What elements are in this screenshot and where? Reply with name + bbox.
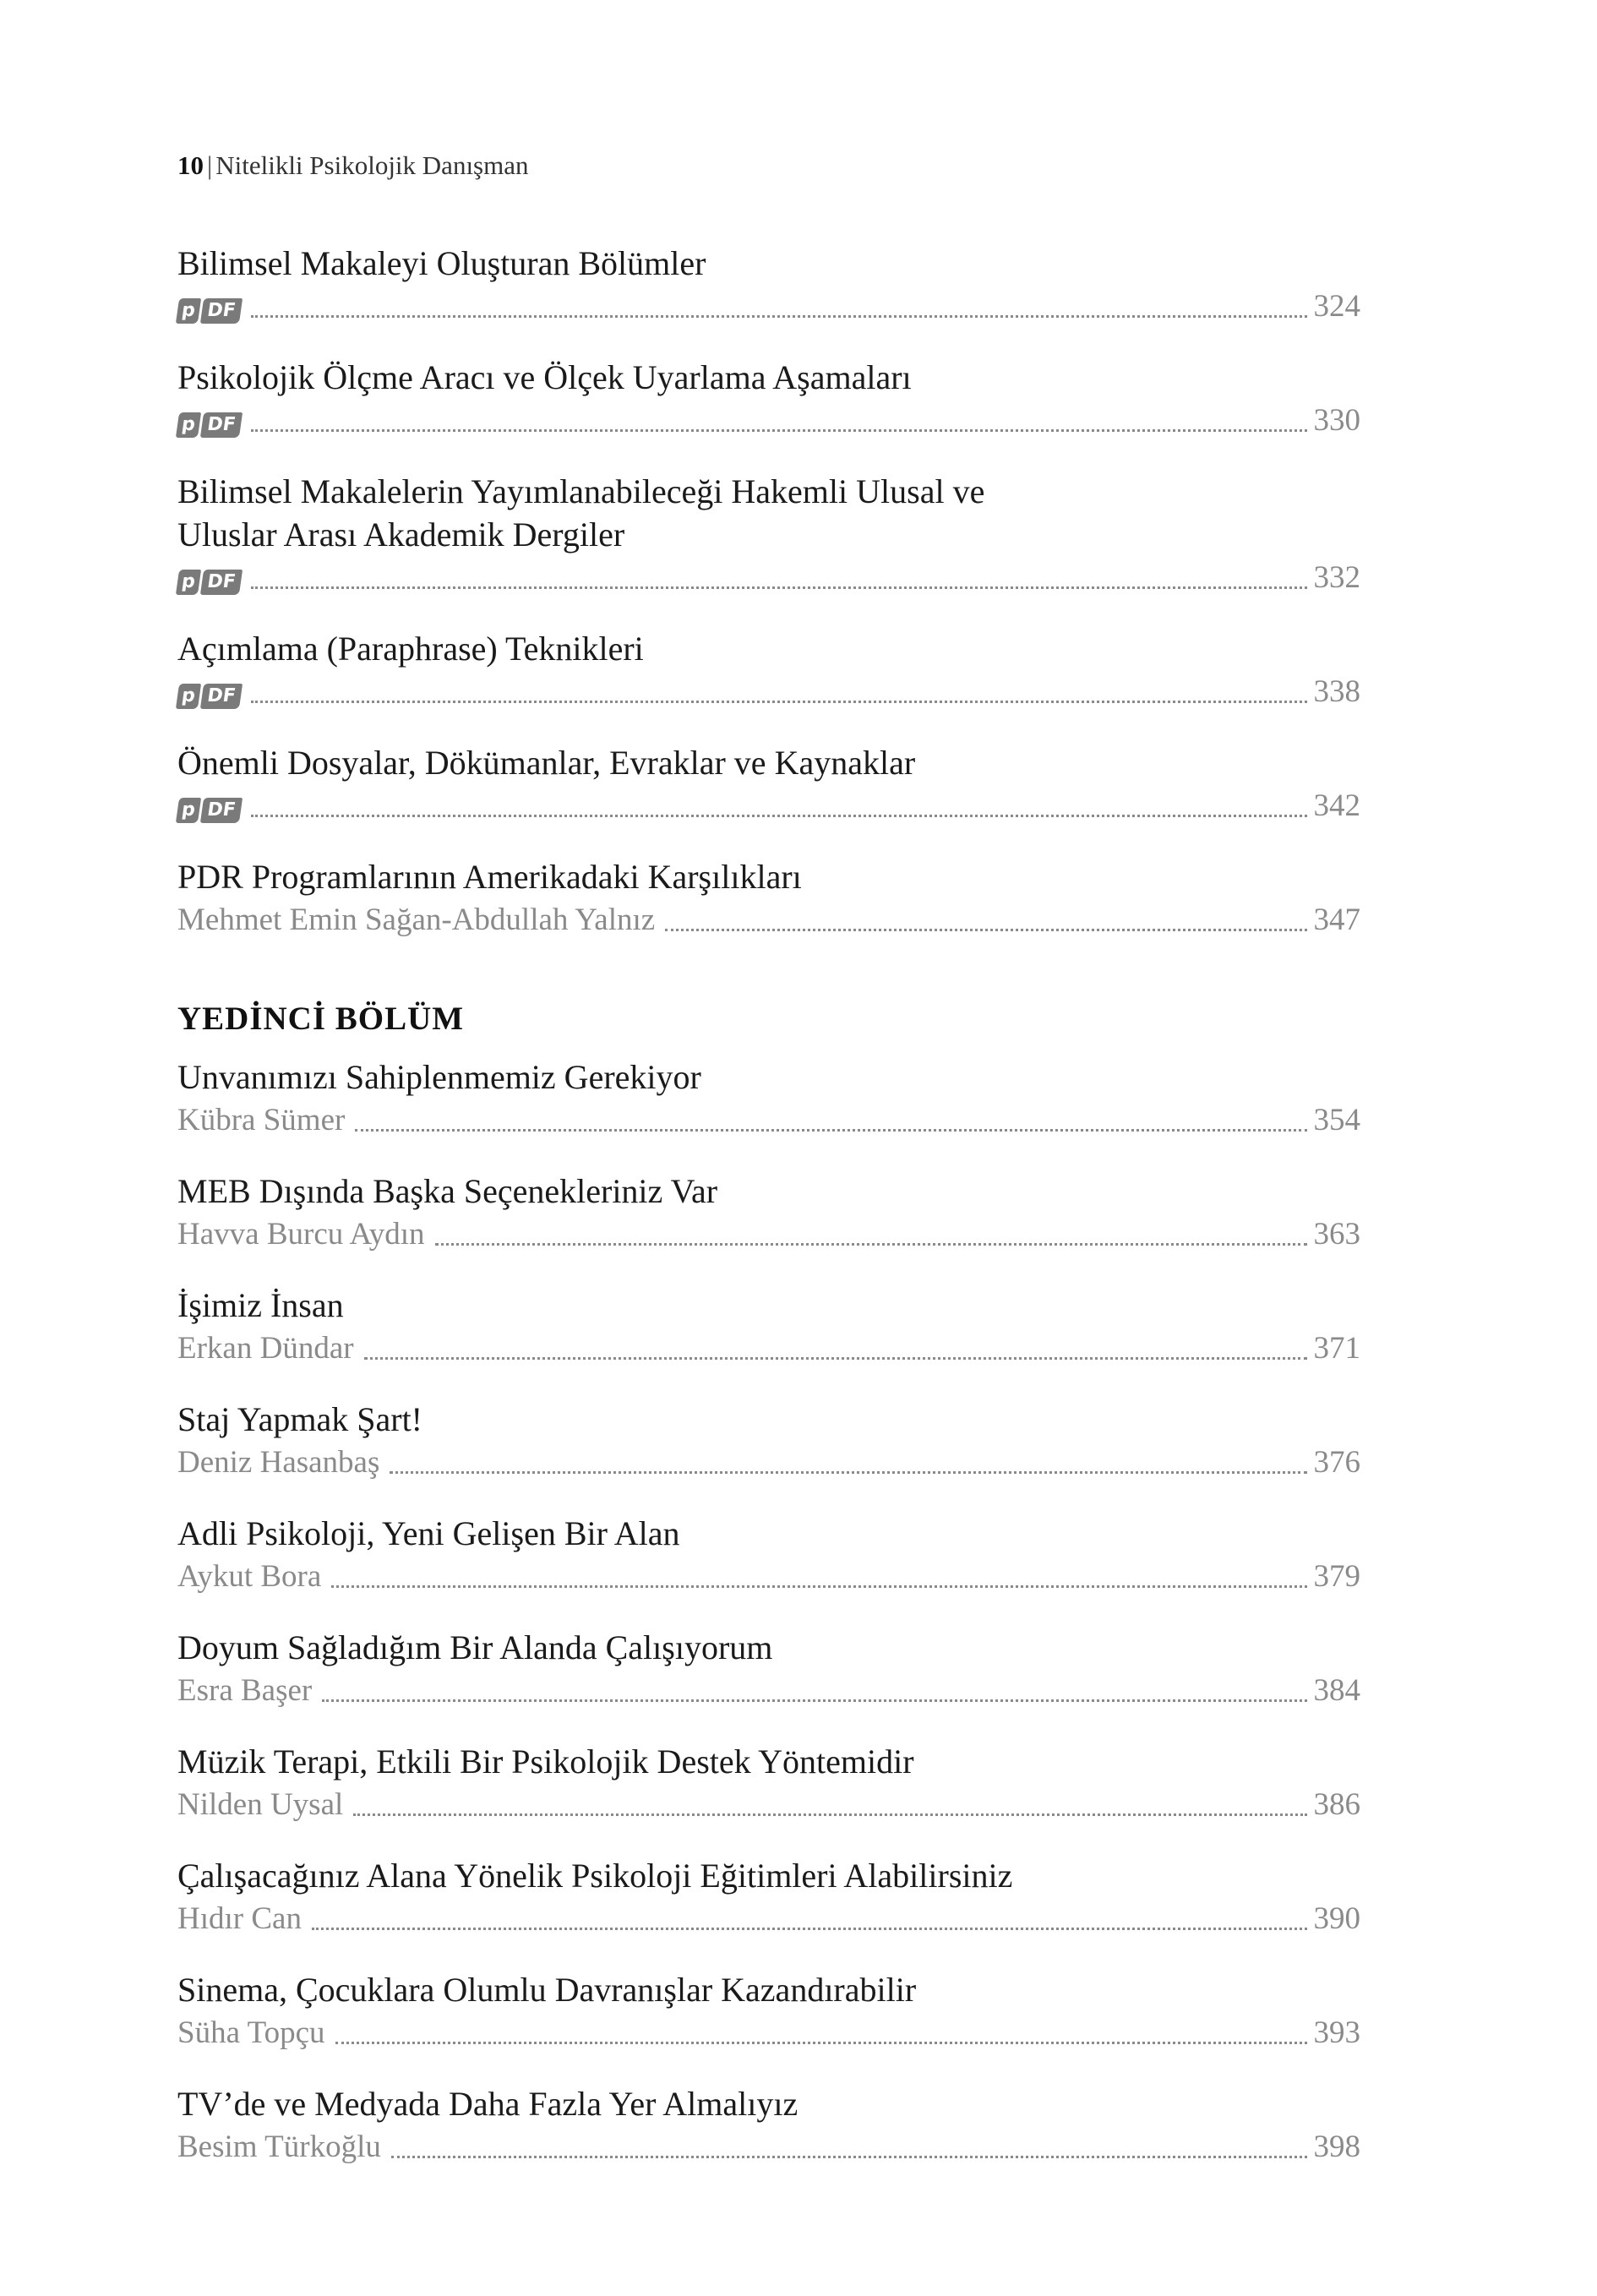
toc-entry-page: 384: [1313, 1673, 1360, 1708]
toc-entry-title: Müzik Terapi, Etkili Bir Psikolojik Destek Yöntemidir: [177, 1742, 914, 1781]
toc-entry-meta: [177, 1213, 1360, 1256]
toc-entry-page: 347: [1313, 903, 1360, 937]
toc-entry[interactable]: [177, 1626, 1360, 1712]
pdf-icon-right: DF: [200, 412, 243, 438]
toc-entry[interactable]: [177, 2082, 1360, 2168]
toc-entry-meta: [177, 2125, 1360, 2168]
toc-entry-title-continued: Uluslar Arası Akademik Dergiler: [177, 515, 625, 554]
toc-entry-page: 324: [1313, 289, 1360, 324]
pdf-icon[interactable]: [177, 684, 241, 709]
dot-leader: [391, 2156, 1307, 2158]
table-of-contents: [177, 242, 1360, 2196]
dot-leader: [364, 1357, 1307, 1360]
toc-entry-title: Staj Yapmak Şart!: [177, 1400, 422, 1438]
pdf-icon-right: DF: [200, 684, 243, 709]
toc-entry[interactable]: [177, 741, 1360, 827]
toc-entry-page: 371: [1313, 1331, 1360, 1366]
toc-entry-meta: [177, 670, 1360, 713]
toc-entry-title: PDR Programlarının Amerikadaki Karşılıkları: [177, 858, 802, 896]
pdf-icon[interactable]: [177, 798, 241, 823]
dot-leader: [353, 1813, 1306, 1816]
toc-entry-meta: [177, 2011, 1360, 2054]
pdf-icon[interactable]: [177, 412, 241, 438]
toc-entry[interactable]: [177, 1055, 1360, 1142]
toc-entry-page: 354: [1313, 1103, 1360, 1137]
pdf-icon-right: DF: [200, 798, 243, 823]
dot-leader: [322, 1699, 1306, 1702]
toc-entry-title: Adli Psikoloji, Yeni Gelişen Bir Alan: [177, 1514, 680, 1552]
toc-entry-author: Hıdır Can: [177, 1901, 302, 1936]
dot-leader: [335, 2042, 1307, 2044]
toc-entry-page: 363: [1313, 1217, 1360, 1252]
toc-entry[interactable]: [177, 356, 1360, 442]
toc-entry-meta: [177, 784, 1360, 827]
header-book-title: Nitelikli Psikolojik Danışman: [215, 150, 529, 180]
dot-leader: [312, 1928, 1307, 1930]
header-page-number: 10: [177, 150, 204, 180]
toc-entry-title: Unvanımızı Sahiplenmemiz Gerekiyor: [177, 1058, 701, 1096]
toc-entry-meta: [177, 1783, 1360, 1826]
toc-entry-page: 379: [1313, 1559, 1360, 1594]
toc-entry-meta: [177, 1555, 1360, 1598]
toc-entry-title: Bilimsel Makalelerin Yayımlanabileceği Hakemli Ulusal ve: [177, 472, 985, 510]
toc-entry[interactable]: [177, 855, 1360, 941]
toc-entry-meta: [177, 399, 1360, 442]
toc-entry-title: Önemli Dosyalar, Dökümanlar, Evraklar ve Kaynaklar: [177, 744, 916, 782]
toc-entry-page: 338: [1313, 674, 1360, 709]
toc-entry-title: Psikolojik Ölçme Aracı ve Ölçek Uyarlama Aşamaları: [177, 358, 912, 396]
toc-entry[interactable]: [177, 1170, 1360, 1256]
toc-entry-title: İşimiz İnsan: [177, 1286, 344, 1324]
pdf-icon[interactable]: [177, 570, 241, 595]
toc-entry-page: 342: [1313, 788, 1360, 823]
toc-entry-page: 398: [1313, 2130, 1360, 2164]
toc-entry-page: 376: [1313, 1445, 1360, 1480]
dot-leader: [435, 1243, 1307, 1246]
toc-entry[interactable]: [177, 1398, 1360, 1484]
toc-entry-meta: [177, 1099, 1360, 1142]
toc-entry-title: Çalışacağınız Alana Yönelik Psikoloji Eğitimleri Alabilirsiniz: [177, 1857, 1013, 1895]
toc-entry-author: Nilden Uysal: [177, 1787, 344, 1822]
header-separator: |: [207, 150, 213, 180]
toc-entry-title: Açımlama (Paraphrase) Teknikleri: [177, 630, 644, 668]
dot-leader: [251, 429, 1307, 432]
toc-entry-page: 393: [1313, 2015, 1360, 2050]
toc-entry[interactable]: [177, 1968, 1360, 2054]
pdf-icon-left: p: [176, 298, 201, 324]
pdf-icon-left: p: [176, 412, 201, 438]
toc-entry[interactable]: [177, 242, 1360, 328]
dot-leader: [251, 815, 1307, 817]
toc-entry-meta: [177, 1897, 1360, 1940]
pdf-icon-right: DF: [200, 570, 243, 595]
toc-entry-author: Süha Topçu: [177, 2015, 325, 2050]
pdf-icon[interactable]: [177, 298, 241, 324]
toc-entry-title: Bilimsel Makaleyi Oluşturan Bölümler: [177, 244, 706, 282]
toc-entry-author: Besim Türkoğlu: [177, 2130, 381, 2164]
dot-leader: [251, 701, 1307, 703]
running-header: [177, 150, 529, 181]
toc-entry-page: 386: [1313, 1787, 1360, 1822]
toc-entry-author: Esra Başer: [177, 1673, 313, 1708]
dot-leader: [251, 315, 1307, 318]
toc-entry-meta: [177, 1441, 1360, 1484]
toc-entry[interactable]: [177, 1284, 1360, 1370]
pdf-icon-right: DF: [200, 298, 243, 324]
toc-entry[interactable]: [177, 1854, 1360, 1940]
toc-entry-meta: [177, 1327, 1360, 1370]
dot-leader: [251, 586, 1307, 589]
toc-entry[interactable]: [177, 627, 1360, 713]
pdf-icon-left: p: [176, 684, 201, 709]
toc-entry-page: 332: [1313, 560, 1360, 595]
toc-entry-title: Sinema, Çocuklara Olumlu Davranışlar Kazandırabilir: [177, 1971, 917, 2009]
section-heading: YEDİNCİ BÖLÜM: [177, 1001, 465, 1037]
toc-entry-meta: [177, 1669, 1360, 1712]
toc-entry-title: TV’de ve Medyada Daha Fazla Yer Almalıyız: [177, 2085, 798, 2123]
toc-entry-meta: [177, 898, 1360, 941]
toc-entry-title: MEB Dışında Başka Seçenekleriniz Var: [177, 1172, 718, 1210]
dot-leader: [331, 1585, 1306, 1588]
toc-entry-author: Aykut Bora: [177, 1559, 322, 1594]
toc-entry-author: Mehmet Emin Sağan-Abdullah Yalnız: [177, 903, 656, 937]
dot-leader: [355, 1129, 1306, 1132]
toc-entry[interactable]: [177, 1512, 1360, 1598]
toc-entry-meta: [177, 556, 1360, 599]
dot-leader: [390, 1471, 1306, 1474]
toc-entry-page: 390: [1313, 1901, 1360, 1936]
dot-leader: [665, 929, 1306, 931]
toc-entry-title: Doyum Sağladığım Bir Alanda Çalışıyorum: [177, 1628, 773, 1666]
toc-entry-author: Erkan Dündar: [177, 1331, 354, 1366]
toc-entry-page: 330: [1313, 403, 1360, 438]
toc-entry-author: Kübra Sümer: [177, 1103, 346, 1137]
toc-entry[interactable]: [177, 470, 1360, 599]
pdf-icon-left: p: [176, 570, 201, 595]
toc-entry[interactable]: [177, 1740, 1360, 1826]
toc-entry-author: Havva Burcu Aydın: [177, 1217, 425, 1252]
toc-entry-author: Deniz Hasanbaş: [177, 1445, 380, 1480]
pdf-icon-left: p: [176, 798, 201, 823]
toc-entry-meta: [177, 285, 1360, 328]
